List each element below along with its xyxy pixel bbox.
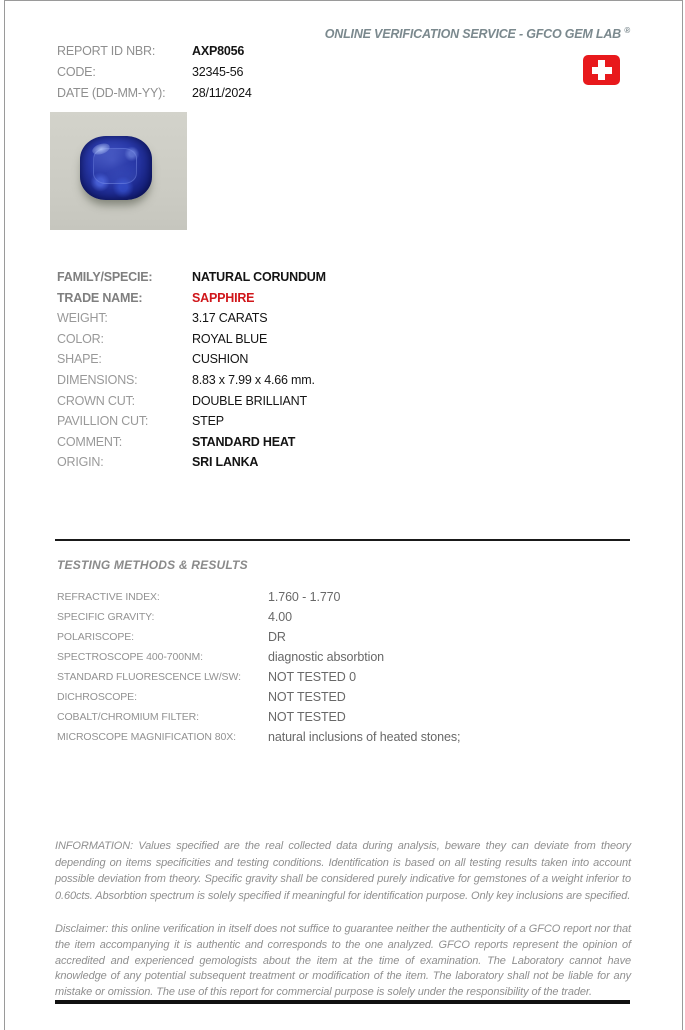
cobalt-filter-value: NOT TESTED <box>268 710 346 724</box>
footer-line <box>55 1000 630 1004</box>
fluorescence-label: STANDARD FLUORESCENCE LW/SW: <box>57 671 241 683</box>
trade-name-label: TRADE NAME: <box>57 290 143 305</box>
report-id-label: REPORT ID NBR: <box>57 44 156 58</box>
swiss-flag-icon <box>583 55 620 85</box>
weight-value: 3.17 CARATS <box>192 311 268 326</box>
fluorescence-value: NOT TESTED 0 <box>268 670 356 684</box>
testing-section-title: TESTING METHODS & RESULTS <box>57 558 248 572</box>
microscope-value: natural inclusions of heated stones; <box>268 730 461 744</box>
shape-label: SHAPE: <box>57 352 102 367</box>
cobalt-filter-label: COBALT/CHROMIUM FILTER: <box>57 711 199 723</box>
comment-value: STANDARD HEAT <box>192 434 296 449</box>
dimensions-label: DIMENSIONS: <box>57 372 138 387</box>
family-value: NATURAL CORUNDUM <box>192 270 326 284</box>
family-label: FAMILY/SPECIE: <box>57 270 153 284</box>
section-divider-line <box>55 539 630 541</box>
report-id-block <box>57 41 252 103</box>
color-value: ROYAL BLUE <box>192 331 268 346</box>
spectroscope-value: diagnostic absorbtion <box>268 650 385 664</box>
dichroscope-label: DICHROSCOPE: <box>57 691 137 703</box>
sapphire-stone-image <box>80 136 152 200</box>
service-title: ONLINE VERIFICATION SERVICE - GFCO GEM LAB ® <box>324 26 630 42</box>
spectroscope-label: SPECTROSCOPE 400-700NM: <box>57 651 203 663</box>
code-value: 32345-56 <box>192 64 244 79</box>
polariscope-label: POLARISCOPE: <box>57 631 134 643</box>
refractive-index-value: 1.760 - 1.770 <box>268 590 341 604</box>
weight-label: WEIGHT: <box>57 311 108 326</box>
trade-name-value: SAPPHIRE <box>192 290 255 305</box>
report-id-value: AXP8056 <box>192 44 245 58</box>
polariscope-value: DR <box>268 630 286 644</box>
origin-label: ORIGIN: <box>57 455 104 470</box>
origin-value: SRI LANKA <box>192 455 259 470</box>
comment-label: COMMENT: <box>57 434 123 449</box>
pavillion-cut-label: PAVILLION CUT: <box>57 414 149 429</box>
specific-gravity-value: 4.00 <box>268 610 292 624</box>
gem-photo <box>50 112 187 230</box>
testing-results <box>57 587 460 747</box>
gem-attributes <box>57 267 326 473</box>
specific-gravity-label: SPECIFIC GRAVITY: <box>57 611 155 623</box>
flag-cross-horizontal <box>592 67 612 74</box>
code-label: CODE: <box>57 64 96 79</box>
refractive-index-label: REFRACTIVE INDEX: <box>57 591 160 603</box>
registered-mark: ® <box>624 26 630 35</box>
information-paragraph: INFORMATION: Values specified are the real collected data during analysis, beware they can deviate from theory depending on items specificities and testing conditions. Identification is based on all testing results taken into account possible deviation from theory. Specific gravity shall be considered purely indicative for gemstones of a weight inferior to 0.60cts. Absorbtion spectrum is solely specified if meaningful for identification purpose. Only key inclusions are specified. <box>55 840 631 902</box>
dimensions-value: 8.83 x 7.99 x 4.66 mm. <box>192 372 315 387</box>
date-label: DATE (DD-MM-YY): <box>57 85 166 100</box>
pavillion-cut-value: STEP <box>192 414 224 429</box>
shape-value: CUSHION <box>192 352 249 367</box>
color-label: COLOR: <box>57 331 104 346</box>
date-value: 28/11/2024 <box>192 85 252 100</box>
disclaimer-paragraph: Disclaimer: this online verification in itself does not suffice to guarantee neither the authenticity of a GFCO report nor that the item accompanying it is authentic and corresponds to the one analyzed. GFCO reports represent the opinion of accredited and experienced gemologists about the item at the time of examination. The Laboratory cannot have knowledge of any potential subsequent treatment or modification of the item. The laboratory shall not be liable for any mistake or omission. The use of this report for commercial purpose is solely under the responsibility of the trader. <box>55 923 631 999</box>
microscope-label: MICROSCOPE MAGNIFICATION 80X: <box>57 731 236 743</box>
dichroscope-value: NOT TESTED <box>268 690 346 704</box>
crown-cut-value: DOUBLE BRILLIANT <box>192 393 307 408</box>
crown-cut-label: CROWN CUT: <box>57 393 135 408</box>
